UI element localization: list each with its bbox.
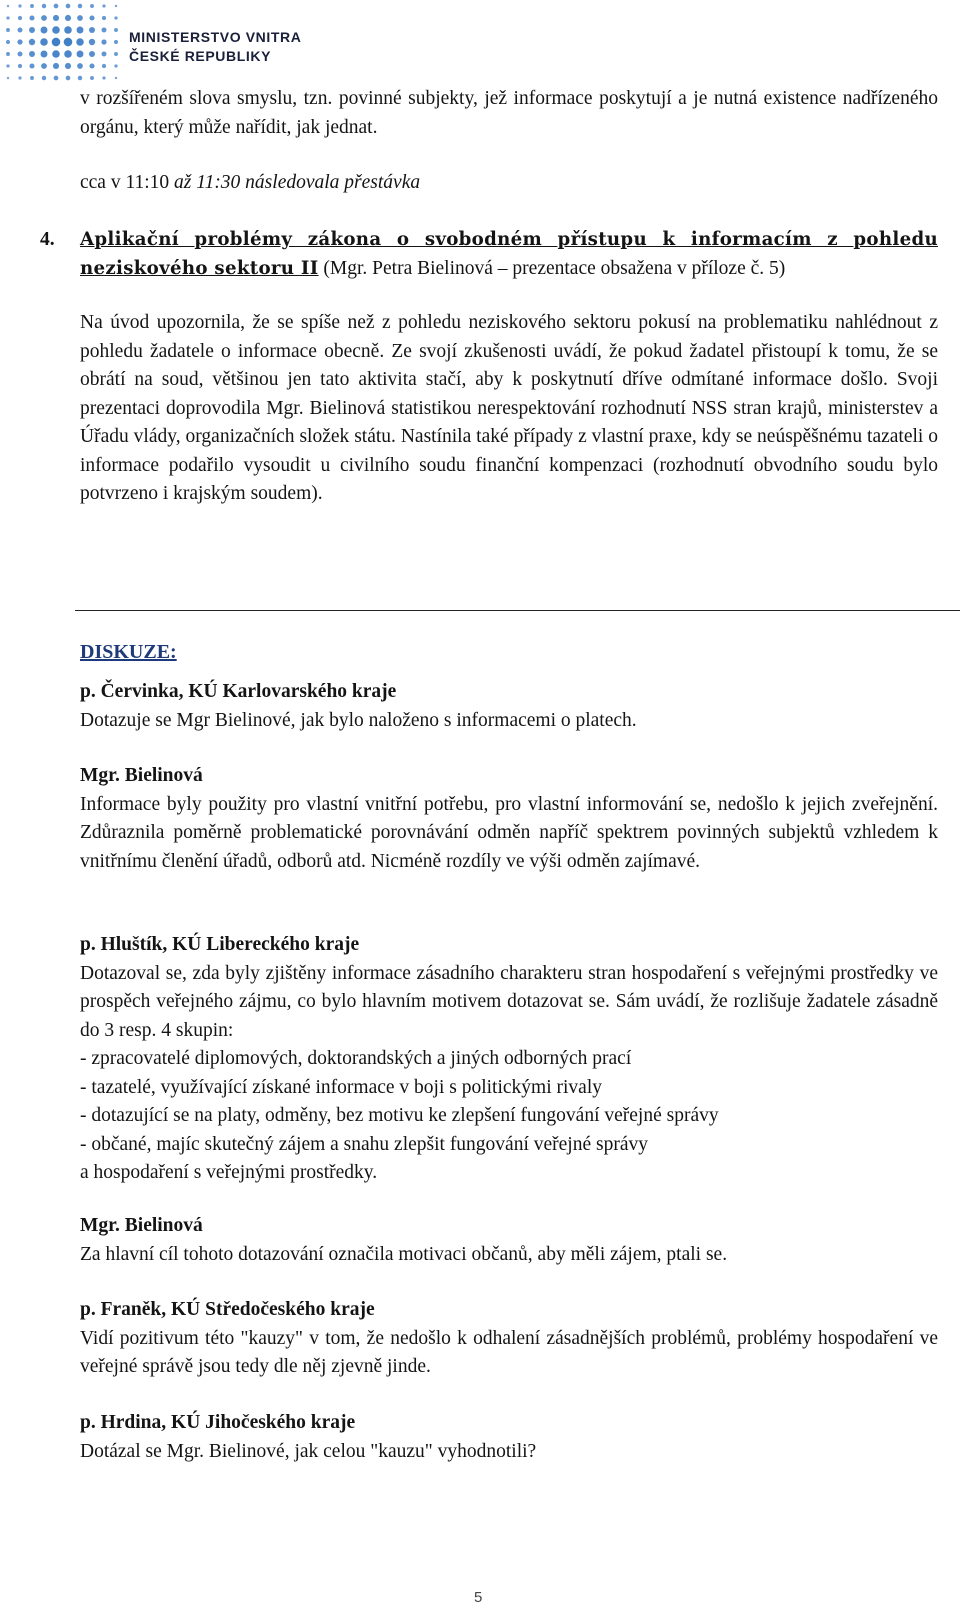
logo-dot bbox=[115, 77, 117, 79]
logo-dot bbox=[64, 26, 72, 34]
logo-dot bbox=[90, 4, 94, 8]
logo-line-1: MINISTERSTVO VNITRA bbox=[129, 29, 302, 45]
speaker-name: p. Hrdina, KÚ Jihočeského kraje bbox=[80, 1412, 356, 1433]
speaker-text: Informace byly použity pro vlastní vnitřní potřebu, pro vlastní informování se, nedošlo k jejich zveřejnění. Zdůraznila poměrně problematické porovnávání odměn napříč spektrem povinných subjektů vzhledem k vnitřnímu členění úřadů, odborů atd. Nicméně rozdíly ve výši odměn zajímavé. bbox=[80, 793, 938, 872]
logo-dot bbox=[114, 52, 118, 56]
logo-dot bbox=[89, 15, 94, 20]
logo-dot bbox=[78, 76, 82, 80]
logo-dot bbox=[101, 39, 106, 44]
logo-dot bbox=[6, 64, 9, 67]
logo-dot bbox=[6, 40, 10, 44]
break-note-italic: až 11:30 následovala přestávka bbox=[174, 172, 421, 193]
horizontal-rule bbox=[75, 610, 960, 611]
section-number: 4. bbox=[40, 229, 55, 250]
list-item: - občané, majíc skutečný zájem a snahu zlepšit fungování veřejné správy bbox=[80, 1133, 648, 1155]
logo-dot bbox=[6, 52, 10, 56]
logo-dots-icon bbox=[0, 0, 120, 84]
logo-dot bbox=[41, 15, 47, 21]
logo-dot bbox=[66, 76, 71, 81]
logo-dot bbox=[41, 51, 48, 58]
logo-dot bbox=[114, 64, 117, 67]
break-note bbox=[80, 169, 938, 198]
logo-dot bbox=[89, 51, 95, 57]
logo-dot bbox=[18, 28, 23, 33]
logo-dot bbox=[89, 39, 95, 45]
logo-dot bbox=[102, 64, 106, 68]
logo-dot bbox=[54, 76, 59, 81]
list-item: - zpracovatelé diplomových, doktorandských a jiných odborných prací bbox=[80, 1048, 632, 1069]
discussion-heading: DISKUZE: bbox=[80, 641, 177, 663]
logo-dot bbox=[7, 5, 9, 7]
list-item: - tazatelé, využívající získané informace v boji s politickými rivaly bbox=[80, 1076, 602, 1098]
speaker-text: Dotazoval se, zda byly zjištěny informace zásadního charakteru stran hospodaření s veřejnými prostředky ve prospěch veřejného zájmu, co bylo hlavním motivem dotazovat se. Sám uvádí, že rozlišuje žadatele zásadně do 3 resp. 4 skupin: bbox=[80, 962, 938, 1041]
logo-dot bbox=[29, 51, 35, 57]
logo-dot bbox=[18, 76, 21, 79]
speaker-text: Vidí pozitivum této "kauzy" v tom, že nedošlo k odhalení zásadnějších problémů, problémy hospodaření ve veřejné správě jsou tedy dle něj zjevně jinde. bbox=[80, 1327, 938, 1377]
logo-dot bbox=[30, 4, 34, 8]
logo-dot bbox=[18, 16, 22, 20]
logo-dot bbox=[52, 26, 60, 34]
logo-dot bbox=[54, 4, 59, 9]
speaker-name: p. Franěk, KÚ Středočeského kraje bbox=[80, 1299, 375, 1320]
speaker-name: Mgr. Bielinová bbox=[80, 1215, 203, 1236]
logo-dot bbox=[42, 76, 46, 80]
section-title-suffix: (Mgr. Petra Bielinová – prezentace obsažena v příloze č. 5) bbox=[318, 257, 786, 279]
logo-dot bbox=[52, 50, 60, 58]
logo-line-2: ČESKÉ REPUBLIKY bbox=[129, 48, 272, 64]
logo-dot bbox=[18, 52, 23, 57]
logo-dot bbox=[41, 63, 47, 69]
logo-dot bbox=[64, 38, 73, 47]
logo-dot bbox=[29, 39, 35, 45]
logo-dot bbox=[90, 76, 94, 80]
logo-dot bbox=[77, 63, 83, 69]
logo-dot bbox=[65, 15, 71, 21]
intro-paragraph: v rozšířeném slova smyslu, tzn. povinné subjekty, jež informace poskytují a je nutná existence nadřízeného orgánu, který může nařídit, jak jednat. bbox=[80, 88, 938, 138]
logo-dot bbox=[66, 4, 71, 9]
section-title: Aplikační problémy zákona o svobodném přístupu k informacím z pohledu neziskového sektoru II bbox=[80, 229, 938, 279]
logo-dot bbox=[115, 5, 117, 7]
section-heading bbox=[40, 226, 938, 283]
logo-dot bbox=[53, 63, 59, 69]
list-item: - dotazující se na platy, odměny, bez motivu ke zlepšení fungování veřejné správy bbox=[80, 1105, 719, 1126]
logo-dot bbox=[89, 27, 95, 33]
logo-dot bbox=[6, 16, 9, 19]
logo-dot bbox=[77, 15, 83, 21]
logo-dot bbox=[42, 4, 46, 8]
discussion-entry bbox=[80, 678, 938, 735]
logo-dot bbox=[52, 38, 61, 47]
logo-dot bbox=[17, 39, 22, 44]
list-item: a hospodaření s veřejnými prostředky. bbox=[80, 1162, 378, 1183]
logo-dot bbox=[18, 4, 21, 7]
logo-dot bbox=[40, 38, 48, 46]
logo-dot bbox=[18, 64, 22, 68]
logo-dot bbox=[102, 28, 107, 33]
speaker-name: Mgr. Bielinová bbox=[80, 765, 203, 786]
logo-dot bbox=[114, 28, 118, 32]
logo-dot bbox=[41, 27, 48, 34]
logo-dot bbox=[77, 27, 84, 34]
break-note-time: cca v 11:10 bbox=[80, 172, 175, 193]
logo-dot bbox=[77, 51, 84, 58]
logo-dot bbox=[64, 50, 72, 58]
speaker-text: Dotazuje se Mgr Bielinové, jak bylo naloženo s informacemi o platech. bbox=[80, 709, 637, 731]
logo-dot bbox=[65, 63, 71, 69]
logo-dot bbox=[78, 4, 82, 8]
logo-dot bbox=[102, 76, 105, 79]
logo-dot bbox=[30, 76, 34, 80]
logo-dot bbox=[6, 28, 10, 32]
logo-dot bbox=[89, 63, 94, 68]
speaker-name: p. Červinka, KÚ Karlovarského kraje bbox=[80, 681, 397, 702]
discussion-entry bbox=[80, 1212, 938, 1269]
logo-dot bbox=[29, 15, 34, 20]
discussion-entry bbox=[80, 1409, 938, 1466]
speaker-name: p. Hluštík, KÚ Libereckého kraje bbox=[80, 934, 360, 955]
speaker-text: Za hlavní cíl tohoto dotazování označila motivaci občanů, aby měli zájem, ptali se. bbox=[80, 1243, 728, 1265]
logo-text bbox=[129, 28, 301, 66]
logo-dot bbox=[114, 16, 117, 19]
logo-dot bbox=[102, 4, 105, 7]
logo-dot bbox=[76, 38, 84, 46]
discussion-entry bbox=[80, 1296, 938, 1382]
logo-dot bbox=[29, 27, 35, 33]
speaker-text: Dotázal se Mgr. Bielinové, jak celou "kauzu" vyhodnotili? bbox=[80, 1440, 537, 1462]
discussion-entry bbox=[80, 931, 938, 1188]
section-body: Na úvod upozornila, že se spíše než z pohledu neziskového sektoru pokusí na problematiku nahlédnout z pohledu žadatele o informace obecně. Ze svojí zkušenosti uvádí, že pokud žadatel přistoupí k tomu, že se obrátí na soud, většinou jen tato aktivita stačí, aby k poskytnutí dříve odmítané informace došlo. Svoji prezentaci doprovodila Mgr. Bielinová statistikou nerespektování rozhodnutí NSS stran krajů, ministerstev a Úřadu vlády, organizačních složek státu. Nastínila také případy z vlastní praxe, kdy se neúspěšnému tazateli o informace podařilo vysoudit u civilního soudu finanční kompenzaci (rozhodnutí obvodního soudu bylo potvrzeno i krajským soudem). bbox=[80, 312, 938, 504]
logo-dot bbox=[102, 52, 107, 57]
logo-dot bbox=[7, 77, 9, 79]
logo-dot bbox=[114, 40, 118, 44]
page-number: 5 bbox=[474, 1589, 483, 1606]
logo-dot bbox=[53, 15, 59, 21]
ministry-logo bbox=[0, 0, 310, 84]
logo-dot bbox=[102, 16, 106, 20]
discussion-entry bbox=[80, 762, 938, 876]
logo-dot bbox=[29, 63, 34, 68]
